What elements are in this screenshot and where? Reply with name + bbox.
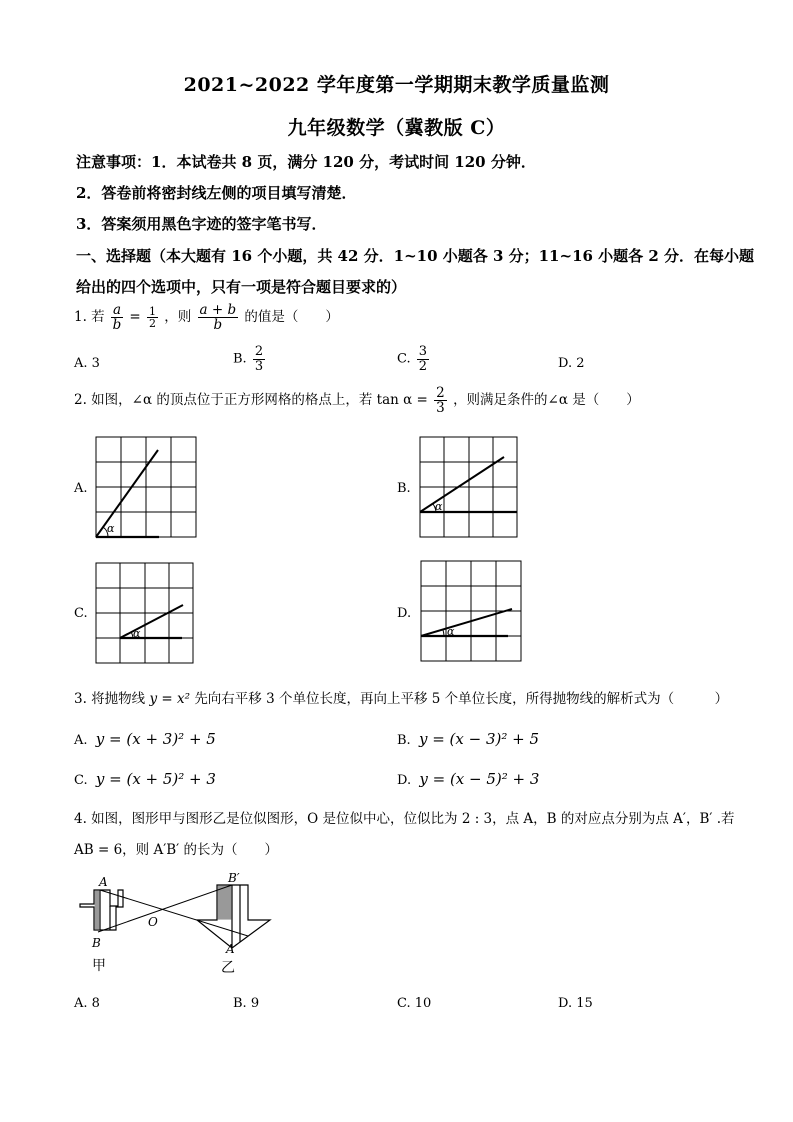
q3-option-b[interactable]: B. y = (x − 3)² + 5 <box>397 730 540 748</box>
label-B-prime: B′ <box>228 871 240 885</box>
q1-suffix: 的值是（ ） <box>244 309 339 326</box>
question-4-line1: 4. 如图，图形甲与图形乙是位似图形，O 是位似中心，位似比为 2 : 3，点 A，B 的对应点分别为点 A′，B′ .若 <box>74 811 735 827</box>
grid-figure-c <box>95 562 195 664</box>
angle-ray-oblique <box>120 605 183 638</box>
question-1 <box>74 303 339 332</box>
note-1: 注意事项：1．本试卷共 8 页，满分 120 分，考试时间 120 分钟． <box>76 153 536 171</box>
shape-jia-fill <box>95 891 100 930</box>
label-jia: 甲 <box>92 958 106 974</box>
label-O: O <box>148 915 158 929</box>
shape-jia <box>80 890 123 930</box>
q2-option-a[interactable]: A. <box>74 481 88 496</box>
question-2 <box>74 386 640 415</box>
q1-option-a[interactable]: A. 3 <box>74 356 100 371</box>
angle-ray-oblique <box>96 450 158 537</box>
q4-option-c[interactable]: C. 10 <box>397 996 432 1011</box>
q1-equals: = <box>129 309 141 326</box>
page-subtitle: 九年级数学（冀教版 C） <box>287 117 506 139</box>
q3-suffix: 先向右平移 3 个单位长度，再向上平移 5 个单位长度，所得抛物线的解析式为（ ） <box>194 691 729 707</box>
q3-option-a[interactable]: A. y = (x + 3)² + 5 <box>74 730 216 748</box>
q4-option-d[interactable]: D. 15 <box>558 996 593 1011</box>
grid-figure-d <box>420 560 524 663</box>
q1-prefix: 1. 若 <box>74 309 105 326</box>
q2-option-d[interactable]: D. <box>397 606 412 621</box>
q1-option-c[interactable]: C. $\frac{3}{2}$ <box>397 344 428 374</box>
label-yi: 乙 <box>221 960 235 976</box>
label-A: A <box>99 875 108 889</box>
section-heading-line2: 给出的四个选项中，只有一项是符合题目要求的） <box>76 278 407 296</box>
q3-option-d[interactable]: D. y = (x − 5)² + 3 <box>397 770 540 788</box>
page-title: 2021~2022 学年度第一学期期末教学质量监测 <box>183 74 610 96</box>
grid-figure-a <box>95 436 198 539</box>
grid-figure-b <box>419 436 519 539</box>
shape-yi <box>197 885 270 948</box>
q1-option-d[interactable]: D. 2 <box>558 356 585 371</box>
q2-suffix: ，则满足条件的∠α 是（ ） <box>453 392 640 409</box>
q1-fraction-apb-over-b: $\frac{a + b}{b}$ <box>199 302 237 334</box>
q2-fraction: $\frac{2}{3}$ <box>436 385 445 417</box>
q3-option-c[interactable]: C. y = (x + 5)² + 3 <box>74 770 216 788</box>
note-2: 2．答卷前将密封线左侧的项目填写清楚． <box>76 184 357 202</box>
alpha-label: α <box>435 500 443 513</box>
alpha-label: α <box>133 627 141 640</box>
angle-ray-oblique <box>421 609 512 636</box>
label-A-prime: A′ <box>226 942 238 956</box>
q3-prefix: 3. 将抛物线 <box>74 691 146 707</box>
label-B: B <box>92 936 101 950</box>
angle-ray-oblique <box>420 457 504 512</box>
q1-option-b[interactable]: B. $\frac{2}{3}$ <box>233 344 264 374</box>
shape-yi-fill <box>218 886 232 920</box>
homothety-figure <box>70 870 280 980</box>
q1-fraction-half: $\frac{1}{2}$ <box>148 304 156 331</box>
section-heading-line1: 一、选择题（本大题有 16 个小题，共 42 分．1~10 小题各 3 分；11~16 小题各 2 分．在每小题 <box>76 247 755 265</box>
alpha-label: α <box>447 625 455 638</box>
question-4-line2: AB = 6，则 A′B′ 的长为（ ） <box>74 842 279 858</box>
q3-expression: y = x² <box>149 691 191 707</box>
q1-mid: ，则 <box>164 309 192 326</box>
note-3: 3．答案须用黑色字迹的签字笔书写． <box>76 215 327 233</box>
q1-fraction-a-over-b: $\frac{a}{b}$ <box>112 302 122 334</box>
q4-option-b[interactable]: B. 9 <box>233 996 260 1011</box>
q2-option-b[interactable]: B. <box>397 481 411 496</box>
question-3 <box>74 687 728 707</box>
q4-option-a[interactable]: A. 8 <box>74 996 100 1011</box>
q2-prefix: 2. 如图，∠α 的顶点位于正方形网格的格点上，若 tan α = <box>74 392 428 409</box>
alpha-label: α <box>107 522 115 535</box>
q2-option-c[interactable]: C. <box>74 606 88 621</box>
